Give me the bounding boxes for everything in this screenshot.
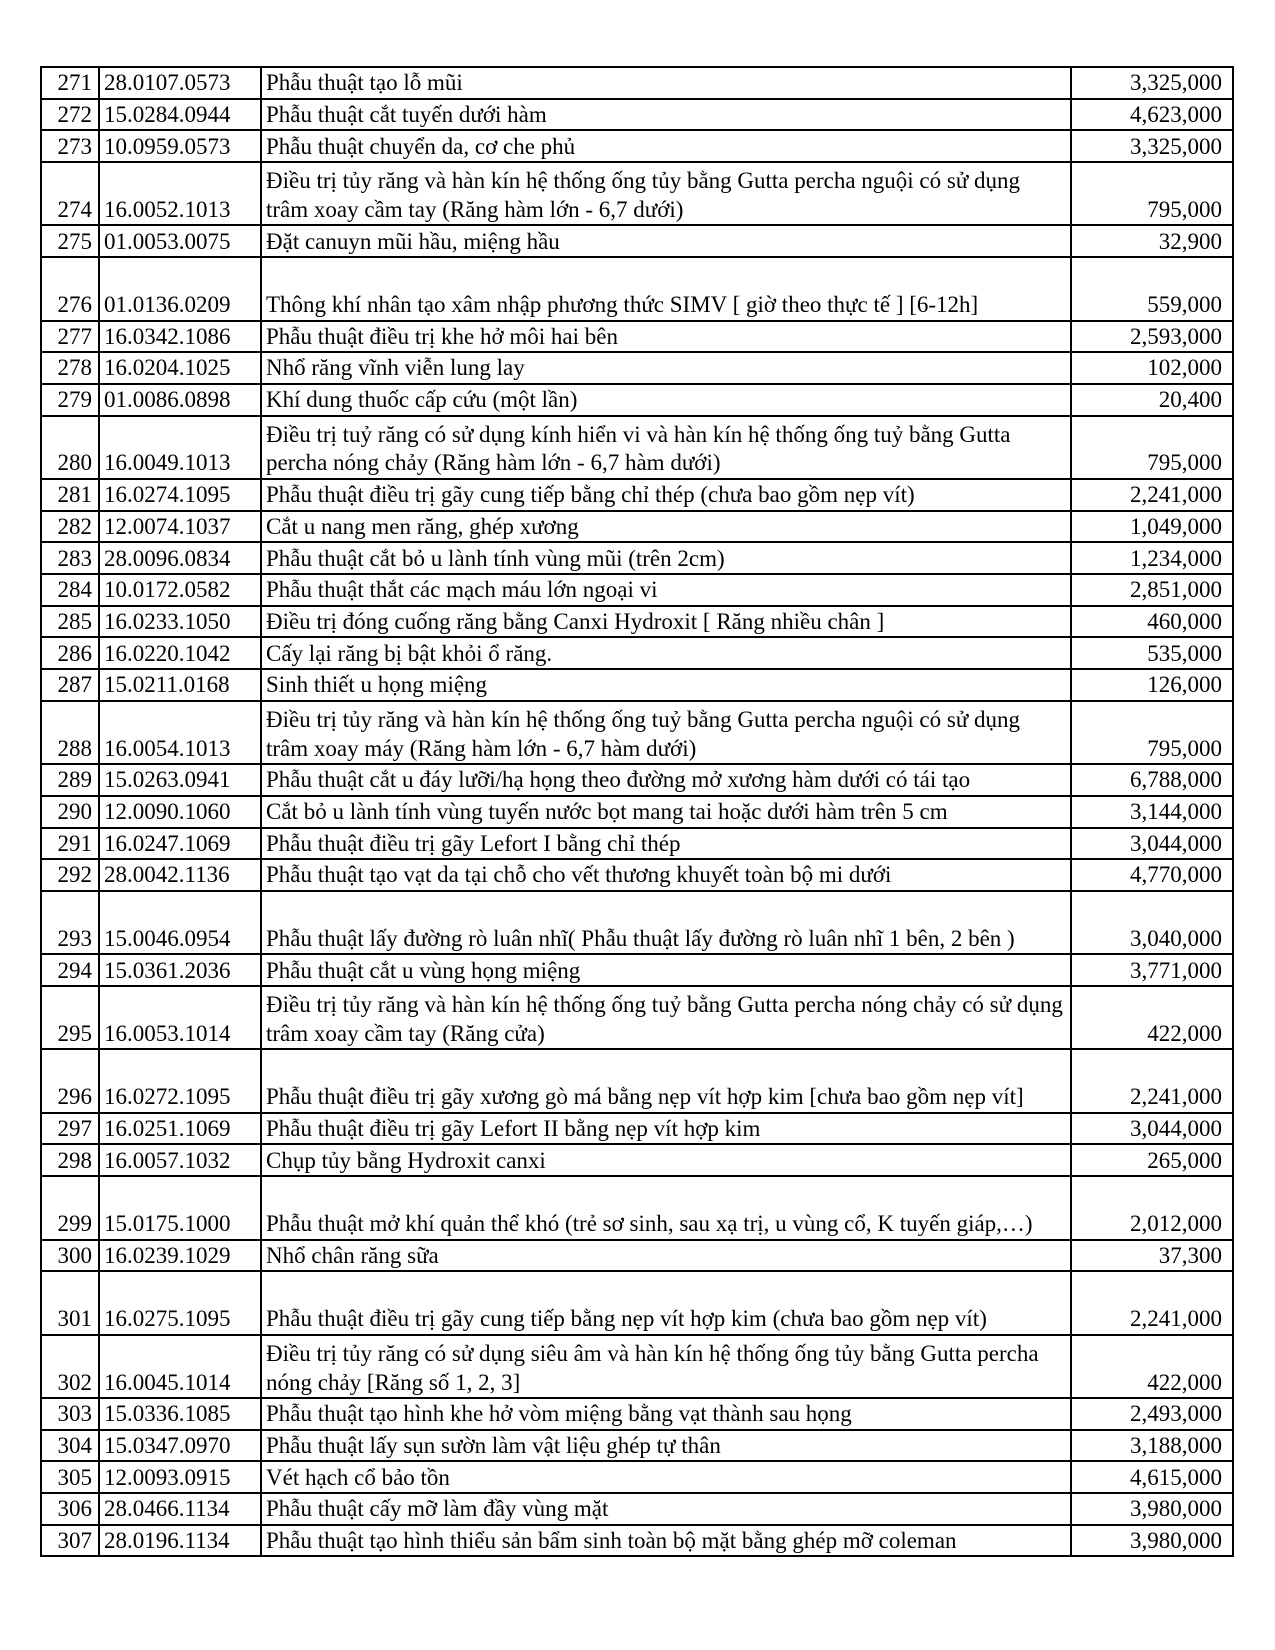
price-cell: 3,325,000 [1071,130,1233,162]
service-name-cell: Phẫu thuật cấy mỡ làm đầy vùng mặt [261,1493,1071,1525]
service-name-cell: Phẫu thuật chuyển da, cơ che phủ [261,130,1071,162]
service-name-cell: Phẫu thuật điều trị khe hở môi hai bên [261,321,1071,353]
service-code-cell: 16.0204.1025 [99,352,261,384]
price-cell: 559,000 [1071,257,1233,320]
price-cell: 102,000 [1071,352,1233,384]
service-code-cell: 16.0220.1042 [99,637,261,669]
table-row [41,99,1233,131]
table-row [41,511,1233,543]
table-row [41,542,1233,574]
table-row [41,1049,1233,1112]
table-row [41,416,1233,479]
service-name-cell: Phẫu thuật điều trị gãy cung tiếp bằng chỉ thép (chưa bao gồm nẹp vít) [261,479,1071,511]
table-row [41,574,1233,606]
service-code-cell: 28.0466.1134 [99,1493,261,1525]
row-number-cell: 299 [41,1176,99,1239]
service-code-cell: 16.0272.1095 [99,1049,261,1112]
service-code-cell: 15.0336.1085 [99,1398,261,1430]
service-name-cell: Phẫu thuật cắt u vùng họng miệng [261,954,1071,986]
table-row [41,67,1233,99]
service-code-cell: 28.0096.0834 [99,542,261,574]
service-name-cell: Phẫu thuật điều trị gãy Lefort II bằng nẹp vít hợp kim [261,1113,1071,1145]
service-code-cell: 16.0057.1032 [99,1144,261,1176]
price-cell: 1,234,000 [1071,542,1233,574]
price-cell: 3,044,000 [1071,828,1233,860]
service-name-cell: Cắt bỏ u lành tính vùng tuyến nước bọt mang tai hoặc dưới hàm trên 5 cm [261,796,1071,828]
service-name-cell: Cắt u nang men răng, ghép xương [261,511,1071,543]
row-number-cell: 277 [41,321,99,353]
table-row [41,1240,1233,1272]
service-code-cell: 16.0052.1013 [99,162,261,225]
service-code-cell: 01.0053.0075 [99,225,261,257]
row-number-cell: 288 [41,701,99,764]
price-cell: 422,000 [1071,986,1233,1049]
row-number-cell: 298 [41,1144,99,1176]
service-name-cell: Phẫu thuật điều trị gãy xương gò má bằng nẹp vít hợp kim [chưa bao gồm nẹp vít] [261,1049,1071,1112]
service-name-cell: Khí dung thuốc cấp cứu (một lần) [261,384,1071,416]
price-cell: 4,615,000 [1071,1461,1233,1493]
price-cell: 2,241,000 [1071,1271,1233,1334]
price-cell: 2,851,000 [1071,574,1233,606]
price-cell: 1,049,000 [1071,511,1233,543]
price-cell: 3,044,000 [1071,1113,1233,1145]
service-name-cell: Phẫu thuật thắt các mạch máu lớn ngoại vi [261,574,1071,606]
row-number-cell: 290 [41,796,99,828]
service-name-cell: Điều trị tủy răng và hàn kín hệ thống ống tủy bằng Gutta percha nguội có sử dụng trâm xoay cầm tay (Răng hàm lớn - 6,7 dưới) [261,162,1071,225]
service-name-cell: Phẫu thuật lấy đường rò luân nhĩ( Phẫu thuật lấy đường rò luân nhĩ 1 bên, 2 bên ) [261,891,1071,954]
table-row [41,1335,1233,1398]
service-name-cell: Điều trị tủy răng và hàn kín hệ thống ống tuỷ bằng Gutta percha nóng chảy có sử dụng trâm xoay cầm tay (Răng cửa) [261,986,1071,1049]
row-number-cell: 282 [41,511,99,543]
price-cell: 3,040,000 [1071,891,1233,954]
service-code-cell: 16.0233.1050 [99,606,261,638]
table-row [41,891,1233,954]
table-row [41,796,1233,828]
table-row [41,162,1233,225]
price-cell: 3,980,000 [1071,1525,1233,1557]
row-number-cell: 300 [41,1240,99,1272]
table-row [41,828,1233,860]
price-cell: 265,000 [1071,1144,1233,1176]
service-code-cell: 15.0046.0954 [99,891,261,954]
price-cell: 2,012,000 [1071,1176,1233,1239]
table-row [41,257,1233,320]
price-cell: 4,623,000 [1071,99,1233,131]
table-row [41,1430,1233,1462]
service-code-cell: 16.0342.1086 [99,321,261,353]
table-row [41,669,1233,701]
service-code-cell: 16.0045.1014 [99,1335,261,1398]
table-row [41,859,1233,891]
table-row [41,637,1233,669]
price-cell: 795,000 [1071,416,1233,479]
row-number-cell: 286 [41,637,99,669]
row-number-cell: 294 [41,954,99,986]
price-cell: 422,000 [1071,1335,1233,1398]
service-code-cell: 16.0053.1014 [99,986,261,1049]
service-code-cell: 16.0239.1029 [99,1240,261,1272]
service-code-cell: 16.0049.1013 [99,416,261,479]
service-name-cell: Phẫu thuật cắt tuyến dưới hàm [261,99,1071,131]
price-cell: 535,000 [1071,637,1233,669]
service-name-cell: Nhổ răng vĩnh viễn lung lay [261,352,1071,384]
row-number-cell: 292 [41,859,99,891]
price-cell: 32,900 [1071,225,1233,257]
row-number-cell: 302 [41,1335,99,1398]
price-cell: 2,593,000 [1071,321,1233,353]
table-row [41,764,1233,796]
row-number-cell: 281 [41,479,99,511]
row-number-cell: 305 [41,1461,99,1493]
service-code-cell: 28.0042.1136 [99,859,261,891]
price-cell: 126,000 [1071,669,1233,701]
service-name-cell: Phẫu thuật điều trị gãy Lefort I bằng chỉ thép [261,828,1071,860]
price-cell: 3,325,000 [1071,67,1233,99]
row-number-cell: 273 [41,130,99,162]
row-number-cell: 284 [41,574,99,606]
row-number-cell: 295 [41,986,99,1049]
service-code-cell: 15.0175.1000 [99,1176,261,1239]
service-code-cell: 12.0090.1060 [99,796,261,828]
service-code-cell: 01.0136.0209 [99,257,261,320]
table-row [41,1144,1233,1176]
table-row [41,1525,1233,1557]
table-row [41,1461,1233,1493]
service-code-cell: 10.0172.0582 [99,574,261,606]
service-code-cell: 16.0275.1095 [99,1271,261,1334]
price-cell: 3,771,000 [1071,954,1233,986]
row-number-cell: 274 [41,162,99,225]
price-cell: 20,400 [1071,384,1233,416]
row-number-cell: 293 [41,891,99,954]
price-cell: 3,980,000 [1071,1493,1233,1525]
table-row [41,1113,1233,1145]
table-row [41,225,1233,257]
service-code-cell: 01.0086.0898 [99,384,261,416]
row-number-cell: 291 [41,828,99,860]
row-number-cell: 272 [41,99,99,131]
service-code-cell: 16.0054.1013 [99,701,261,764]
table-row [41,321,1233,353]
table-row [41,1398,1233,1430]
service-code-cell: 15.0361.2036 [99,954,261,986]
row-number-cell: 287 [41,669,99,701]
service-name-cell: Nhổ chân răng sữa [261,1240,1071,1272]
price-cell: 37,300 [1071,1240,1233,1272]
row-number-cell: 301 [41,1271,99,1334]
service-name-cell: Phẫu thuật điều trị gãy cung tiếp bằng nẹp vít hợp kim (chưa bao gồm nẹp vít) [261,1271,1071,1334]
table-row [41,1176,1233,1239]
price-table [40,66,1234,1557]
service-code-cell: 28.0196.1134 [99,1525,261,1557]
service-name-cell: Cấy lại răng bị bật khỏi ổ răng. [261,637,1071,669]
service-name-cell: Phẫu thuật tạo vạt da tại chỗ cho vết thương khuyết toàn bộ mi dưới [261,859,1071,891]
service-name-cell: Phẫu thuật mở khí quản thể khó (trẻ sơ sinh, sau xạ trị, u vùng cổ, K tuyến giáp,…) [261,1176,1071,1239]
service-code-cell: 16.0247.1069 [99,828,261,860]
price-cell: 2,241,000 [1071,1049,1233,1112]
price-cell: 795,000 [1071,162,1233,225]
service-name-cell: Vét hạch cổ bảo tồn [261,1461,1071,1493]
price-table-body [41,67,1233,1556]
price-cell: 3,188,000 [1071,1430,1233,1462]
table-row [41,1271,1233,1334]
service-code-cell: 15.0211.0168 [99,669,261,701]
service-name-cell: Điều trị đóng cuống răng bằng Canxi Hydroxit [ Răng nhiều chân ] [261,606,1071,638]
row-number-cell: 296 [41,1049,99,1112]
service-name-cell: Phẫu thuật tạo lỗ mũi [261,67,1071,99]
row-number-cell: 289 [41,764,99,796]
service-code-cell: 10.0959.0573 [99,130,261,162]
service-name-cell: Đặt canuyn mũi hầu, miệng hầu [261,225,1071,257]
table-row [41,479,1233,511]
row-number-cell: 297 [41,1113,99,1145]
price-cell: 460,000 [1071,606,1233,638]
row-number-cell: 303 [41,1398,99,1430]
table-row [41,606,1233,638]
table-row [41,701,1233,764]
row-number-cell: 278 [41,352,99,384]
service-name-cell: Điều trị tuỷ răng có sử dụng kính hiển vi và hàn kín hệ thống ống tuỷ bằng Gutta percha nóng chảy (Răng hàm lớn - 6,7 hàm dưới) [261,416,1071,479]
table-row [41,954,1233,986]
service-name-cell: Phẫu thuật cắt u đáy lưỡi/hạ họng theo đường mở xương hàm dưới có tái tạo [261,764,1071,796]
row-number-cell: 304 [41,1430,99,1462]
price-cell: 2,241,000 [1071,479,1233,511]
service-name-cell: Phẫu thuật tạo hình thiểu sản bẩm sinh toàn bộ mặt bằng ghép mỡ coleman [261,1525,1071,1557]
row-number-cell: 279 [41,384,99,416]
price-cell: 795,000 [1071,701,1233,764]
table-row [41,384,1233,416]
row-number-cell: 280 [41,416,99,479]
service-name-cell: Điều trị tủy răng và hàn kín hệ thống ống tuỷ bằng Gutta percha nguội có sử dụng trâm xoay máy (Răng hàm lớn - 6,7 hàm dưới) [261,701,1071,764]
row-number-cell: 285 [41,606,99,638]
service-code-cell: 15.0263.0941 [99,764,261,796]
service-code-cell: 28.0107.0573 [99,67,261,99]
service-code-cell: 12.0093.0915 [99,1461,261,1493]
row-number-cell: 275 [41,225,99,257]
service-code-cell: 15.0347.0970 [99,1430,261,1462]
service-code-cell: 12.0074.1037 [99,511,261,543]
service-name-cell: Thông khí nhân tạo xâm nhập phương thức SIMV [ giờ theo thực tế ] [6-12h] [261,257,1071,320]
row-number-cell: 307 [41,1525,99,1557]
service-name-cell: Sinh thiết u họng miệng [261,669,1071,701]
service-name-cell: Phẫu thuật tạo hình khe hở vòm miệng bằng vạt thành sau họng [261,1398,1071,1430]
price-cell: 4,770,000 [1071,859,1233,891]
row-number-cell: 271 [41,67,99,99]
row-number-cell: 306 [41,1493,99,1525]
table-row [41,130,1233,162]
table-row [41,352,1233,384]
service-name-cell: Phẫu thuật lấy sụn sườn làm vật liệu ghép tự thân [261,1430,1071,1462]
service-name-cell: Điều trị tủy răng có sử dụng siêu âm và hàn kín hệ thống ống tủy bằng Gutta percha nóng chảy [Răng số 1, 2, 3] [261,1335,1071,1398]
price-cell: 6,788,000 [1071,764,1233,796]
service-code-cell: 15.0284.0944 [99,99,261,131]
service-name-cell: Phẫu thuật cắt bỏ u lành tính vùng mũi (trên 2cm) [261,542,1071,574]
service-code-cell: 16.0251.1069 [99,1113,261,1145]
table-row [41,1493,1233,1525]
price-cell: 3,144,000 [1071,796,1233,828]
service-name-cell: Chụp tủy bằng Hydroxit canxi [261,1144,1071,1176]
row-number-cell: 283 [41,542,99,574]
service-code-cell: 16.0274.1095 [99,479,261,511]
table-row [41,986,1233,1049]
price-cell: 2,493,000 [1071,1398,1233,1430]
row-number-cell: 276 [41,257,99,320]
